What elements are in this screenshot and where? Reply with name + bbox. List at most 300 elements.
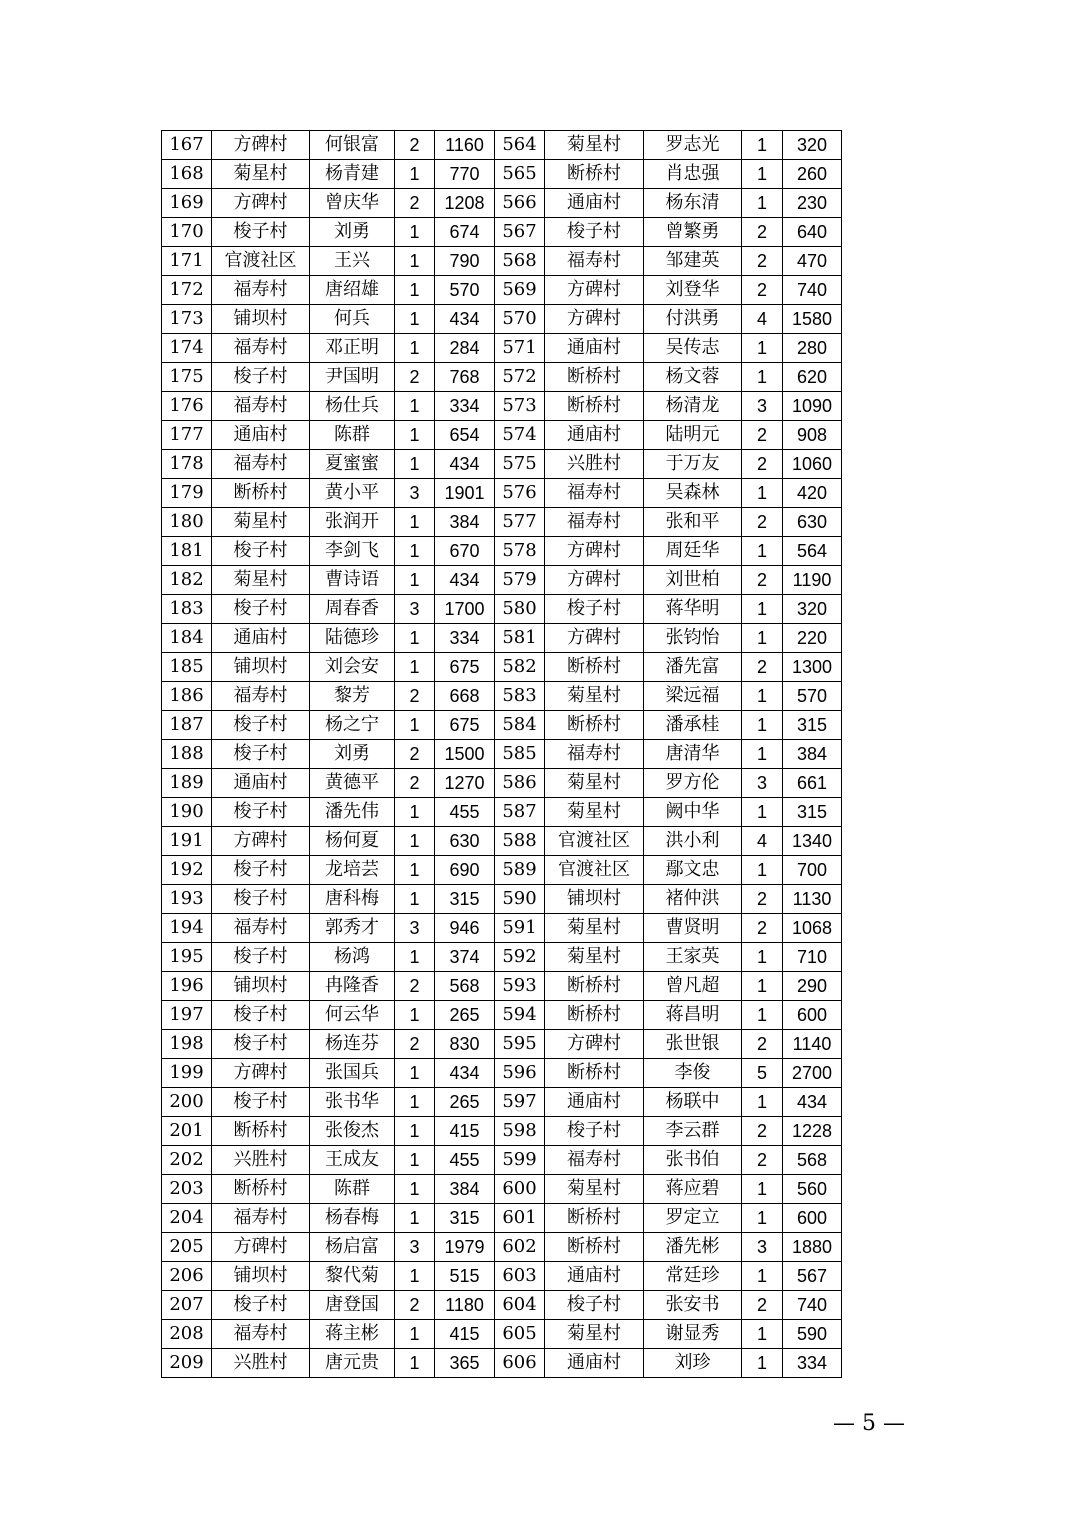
name-cell: 王兴 [310,247,395,276]
name-cell: 杨鸿 [310,943,395,972]
amount-cell: 560 [783,1175,842,1204]
amount-cell: 1340 [783,827,842,856]
serial-number-cell: 186 [162,682,212,711]
household-count-cell: 2 [742,1117,783,1146]
household-count-cell: 1 [395,1349,435,1378]
amount-cell: 600 [783,1204,842,1233]
name-cell: 谢显秀 [644,1320,742,1349]
table-row [162,769,842,798]
table-row [162,131,842,160]
serial-number-cell: 183 [162,595,212,624]
serial-number-cell: 587 [495,798,545,827]
name-cell: 鄢文忠 [644,856,742,885]
name-cell: 何兵 [310,305,395,334]
household-count-cell: 1 [395,943,435,972]
village-cell: 方碑村 [212,131,310,160]
serial-number-cell: 579 [495,566,545,595]
household-count-cell: 1 [742,798,783,827]
name-cell: 蒋主彬 [310,1320,395,1349]
household-count-cell: 1 [395,711,435,740]
amount-cell: 630 [783,508,842,537]
household-count-cell: 2 [742,218,783,247]
village-cell: 梭子村 [212,740,310,769]
amount-cell: 280 [783,334,842,363]
household-count-cell: 4 [742,305,783,334]
page-number: — 5 — [833,1411,905,1436]
name-cell: 吴传志 [644,334,742,363]
table-row [162,1175,842,1204]
amount-cell: 700 [783,856,842,885]
amount-cell: 384 [435,1175,495,1204]
table-row [162,711,842,740]
table-row [162,218,842,247]
amount-cell: 670 [435,537,495,566]
table-row [162,595,842,624]
amount-cell: 315 [435,1204,495,1233]
amount-cell: 1580 [783,305,842,334]
amount-cell: 690 [435,856,495,885]
amount-cell: 320 [783,595,842,624]
roster-body [162,131,842,1378]
table-row [162,798,842,827]
amount-cell: 284 [435,334,495,363]
amount-cell: 374 [435,943,495,972]
amount-cell: 434 [435,305,495,334]
amount-cell: 568 [435,972,495,1001]
household-count-cell: 1 [395,537,435,566]
household-count-cell: 1 [742,856,783,885]
name-cell: 潘承桂 [644,711,742,740]
serial-number-cell: 605 [495,1320,545,1349]
household-count-cell: 2 [742,885,783,914]
name-cell: 周春香 [310,595,395,624]
serial-number-cell: 599 [495,1146,545,1175]
serial-number-cell: 172 [162,276,212,305]
amount-cell: 434 [783,1088,842,1117]
name-cell: 杨春梅 [310,1204,395,1233]
amount-cell: 434 [435,450,495,479]
name-cell: 冉隆香 [310,972,395,1001]
name-cell: 曹诗语 [310,566,395,595]
name-cell: 唐科梅 [310,885,395,914]
name-cell: 张书伯 [644,1146,742,1175]
village-cell: 梭子村 [212,943,310,972]
name-cell: 杨东清 [644,189,742,218]
amount-cell: 290 [783,972,842,1001]
village-cell: 断桥村 [545,160,644,189]
amount-cell: 668 [435,682,495,711]
serial-number-cell: 585 [495,740,545,769]
serial-number-cell: 189 [162,769,212,798]
amount-cell: 455 [435,798,495,827]
table-row [162,1262,842,1291]
serial-number-cell: 184 [162,624,212,653]
serial-number-cell: 603 [495,1262,545,1291]
table-row [162,160,842,189]
serial-number-cell: 569 [495,276,545,305]
village-cell: 梭子村 [212,1291,310,1320]
table-row [162,740,842,769]
table-row [162,566,842,595]
village-cell: 断桥村 [545,392,644,421]
table-row [162,1146,842,1175]
name-cell: 李云群 [644,1117,742,1146]
amount-cell: 455 [435,1146,495,1175]
name-cell: 曾庆华 [310,189,395,218]
table-row [162,914,842,943]
village-cell: 梭子村 [545,1291,644,1320]
serial-number-cell: 169 [162,189,212,218]
serial-number-cell: 185 [162,653,212,682]
table-row [162,450,842,479]
village-cell: 福寿村 [212,914,310,943]
table-row [162,1059,842,1088]
serial-number-cell: 594 [495,1001,545,1030]
serial-number-cell: 195 [162,943,212,972]
amount-cell: 1090 [783,392,842,421]
household-count-cell: 3 [395,479,435,508]
name-cell: 邓正明 [310,334,395,363]
village-cell: 通庙村 [545,189,644,218]
village-cell: 福寿村 [212,682,310,711]
table-row [162,1233,842,1262]
amount-cell: 220 [783,624,842,653]
name-cell: 杨连芬 [310,1030,395,1059]
name-cell: 曹贤明 [644,914,742,943]
serial-number-cell: 583 [495,682,545,711]
household-count-cell: 2 [742,421,783,450]
amount-cell: 1060 [783,450,842,479]
village-cell: 福寿村 [545,479,644,508]
village-cell: 铺坝村 [212,305,310,334]
village-cell: 通庙村 [212,421,310,450]
name-cell: 蒋昌明 [644,1001,742,1030]
amount-cell: 620 [783,363,842,392]
amount-cell: 515 [435,1262,495,1291]
household-count-cell: 1 [395,1262,435,1291]
amount-cell: 675 [435,711,495,740]
amount-cell: 265 [435,1001,495,1030]
household-count-cell: 3 [395,914,435,943]
amount-cell: 1500 [435,740,495,769]
village-cell: 官渡社区 [545,827,644,856]
serial-number-cell: 595 [495,1030,545,1059]
amount-cell: 790 [435,247,495,276]
name-cell: 潘先伟 [310,798,395,827]
household-count-cell: 2 [395,769,435,798]
amount-cell: 384 [435,508,495,537]
household-count-cell: 2 [395,972,435,1001]
household-count-cell: 1 [395,798,435,827]
serial-number-cell: 566 [495,189,545,218]
serial-number-cell: 208 [162,1320,212,1349]
household-count-cell: 3 [742,1233,783,1262]
amount-cell: 1180 [435,1291,495,1320]
household-count-cell: 1 [395,1117,435,1146]
amount-cell: 434 [435,1059,495,1088]
household-count-cell: 1 [742,1349,783,1378]
household-count-cell: 2 [395,189,435,218]
household-count-cell: 1 [395,1088,435,1117]
serial-number-cell: 180 [162,508,212,537]
village-cell: 福寿村 [212,1320,310,1349]
serial-number-cell: 567 [495,218,545,247]
village-cell: 菊星村 [212,508,310,537]
amount-cell: 1228 [783,1117,842,1146]
table-row [162,1088,842,1117]
village-cell: 菊星村 [545,769,644,798]
table-row [162,827,842,856]
village-cell: 铺坝村 [212,1262,310,1291]
household-count-cell: 1 [742,479,783,508]
name-cell: 洪小利 [644,827,742,856]
household-count-cell: 1 [742,595,783,624]
serial-number-cell: 209 [162,1349,212,1378]
table-row [162,1320,842,1349]
household-count-cell: 1 [742,1262,783,1291]
serial-number-cell: 207 [162,1291,212,1320]
village-cell: 菊星村 [545,682,644,711]
household-count-cell: 2 [742,508,783,537]
name-cell: 于万友 [644,450,742,479]
serial-number-cell: 590 [495,885,545,914]
household-count-cell: 1 [395,247,435,276]
amount-cell: 315 [783,798,842,827]
household-count-cell: 1 [395,508,435,537]
name-cell: 张钧怡 [644,624,742,653]
amount-cell: 384 [783,740,842,769]
household-count-cell: 1 [742,334,783,363]
household-count-cell: 2 [742,1291,783,1320]
table-row [162,537,842,566]
amount-cell: 334 [435,392,495,421]
household-count-cell: 1 [742,711,783,740]
name-cell: 夏蜜蜜 [310,450,395,479]
household-count-cell: 2 [395,131,435,160]
table-row [162,682,842,711]
name-cell: 刘勇 [310,740,395,769]
village-cell: 断桥村 [545,711,644,740]
serial-number-cell: 171 [162,247,212,276]
household-count-cell: 1 [395,885,435,914]
name-cell: 曾凡超 [644,972,742,1001]
serial-number-cell: 206 [162,1262,212,1291]
serial-number-cell: 565 [495,160,545,189]
village-cell: 兴胜村 [212,1349,310,1378]
serial-number-cell: 601 [495,1204,545,1233]
village-cell: 通庙村 [545,1262,644,1291]
name-cell: 唐登国 [310,1291,395,1320]
household-count-cell: 1 [742,363,783,392]
name-cell: 蒋应碧 [644,1175,742,1204]
serial-number-cell: 584 [495,711,545,740]
name-cell: 吴森林 [644,479,742,508]
name-cell: 杨联中 [644,1088,742,1117]
household-count-cell: 1 [395,421,435,450]
village-cell: 通庙村 [545,1349,644,1378]
household-count-cell: 2 [742,450,783,479]
serial-number-cell: 596 [495,1059,545,1088]
village-cell: 断桥村 [545,363,644,392]
village-cell: 铺坝村 [212,653,310,682]
name-cell: 杨何夏 [310,827,395,856]
table-row [162,972,842,1001]
name-cell: 杨清龙 [644,392,742,421]
name-cell: 阙中华 [644,798,742,827]
amount-cell: 590 [783,1320,842,1349]
serial-number-cell: 198 [162,1030,212,1059]
household-count-cell: 2 [395,1030,435,1059]
village-cell: 福寿村 [545,1146,644,1175]
serial-number-cell: 573 [495,392,545,421]
serial-number-cell: 176 [162,392,212,421]
household-count-cell: 1 [395,1204,435,1233]
household-count-cell: 1 [395,856,435,885]
amount-cell: 570 [783,682,842,711]
household-count-cell: 2 [742,1146,783,1175]
village-cell: 梭子村 [212,363,310,392]
name-cell: 黄小平 [310,479,395,508]
name-cell: 潘先彬 [644,1233,742,1262]
village-cell: 断桥村 [545,1059,644,1088]
serial-number-cell: 173 [162,305,212,334]
amount-cell: 1880 [783,1233,842,1262]
amount-cell: 675 [435,653,495,682]
amount-cell: 420 [783,479,842,508]
serial-number-cell: 204 [162,1204,212,1233]
village-cell: 菊星村 [212,160,310,189]
household-count-cell: 1 [742,1320,783,1349]
amount-cell: 265 [435,1088,495,1117]
village-cell: 福寿村 [212,392,310,421]
name-cell: 杨仕兵 [310,392,395,421]
amount-cell: 640 [783,218,842,247]
village-cell: 方碑村 [545,537,644,566]
amount-cell: 661 [783,769,842,798]
name-cell: 付洪勇 [644,305,742,334]
serial-number-cell: 192 [162,856,212,885]
serial-number-cell: 179 [162,479,212,508]
name-cell: 陆德珍 [310,624,395,653]
household-count-cell: 3 [742,392,783,421]
household-count-cell: 3 [742,769,783,798]
table-row [162,363,842,392]
serial-number-cell: 580 [495,595,545,624]
household-count-cell: 1 [742,1175,783,1204]
name-cell: 刘珍 [644,1349,742,1378]
amount-cell: 946 [435,914,495,943]
serial-number-cell: 174 [162,334,212,363]
amount-cell: 570 [435,276,495,305]
serial-number-cell: 575 [495,450,545,479]
serial-number-cell: 200 [162,1088,212,1117]
serial-number-cell: 205 [162,1233,212,1262]
household-count-cell: 1 [395,1320,435,1349]
household-count-cell: 1 [742,1088,783,1117]
village-cell: 兴胜村 [545,450,644,479]
household-count-cell: 1 [742,537,783,566]
household-count-cell: 1 [395,653,435,682]
village-cell: 断桥村 [545,1204,644,1233]
amount-cell: 470 [783,247,842,276]
name-cell: 李俊 [644,1059,742,1088]
household-count-cell: 3 [395,595,435,624]
serial-number-cell: 564 [495,131,545,160]
amount-cell: 654 [435,421,495,450]
village-cell: 方碑村 [545,566,644,595]
amount-cell: 1979 [435,1233,495,1262]
serial-number-cell: 604 [495,1291,545,1320]
name-cell: 尹国明 [310,363,395,392]
amount-cell: 674 [435,218,495,247]
table-row [162,334,842,363]
name-cell: 陈群 [310,1175,395,1204]
amount-cell: 415 [435,1117,495,1146]
household-count-cell: 2 [742,566,783,595]
village-cell: 方碑村 [545,624,644,653]
serial-number-cell: 578 [495,537,545,566]
household-count-cell: 1 [742,740,783,769]
name-cell: 龙培芸 [310,856,395,885]
village-cell: 菊星村 [545,798,644,827]
table-row [162,479,842,508]
roster-table [161,130,842,1378]
household-count-cell: 1 [742,131,783,160]
village-cell: 通庙村 [545,421,644,450]
village-cell: 方碑村 [545,305,644,334]
serial-number-cell: 167 [162,131,212,160]
amount-cell: 1300 [783,653,842,682]
name-cell: 刘登华 [644,276,742,305]
amount-cell: 1208 [435,189,495,218]
name-cell: 周廷华 [644,537,742,566]
name-cell: 曾繁勇 [644,218,742,247]
amount-cell: 230 [783,189,842,218]
table-row [162,624,842,653]
amount-cell: 564 [783,537,842,566]
name-cell: 王成友 [310,1146,395,1175]
name-cell: 罗定立 [644,1204,742,1233]
serial-number-cell: 191 [162,827,212,856]
table-row [162,189,842,218]
village-cell: 方碑村 [545,1030,644,1059]
serial-number-cell: 591 [495,914,545,943]
amount-cell: 2700 [783,1059,842,1088]
household-count-cell: 1 [395,1146,435,1175]
name-cell: 张国兵 [310,1059,395,1088]
table-row [162,1030,842,1059]
serial-number-cell: 592 [495,943,545,972]
serial-number-cell: 586 [495,769,545,798]
village-cell: 福寿村 [212,450,310,479]
village-cell: 菊星村 [545,1175,644,1204]
village-cell: 通庙村 [212,624,310,653]
village-cell: 断桥村 [545,1001,644,1030]
village-cell: 梭子村 [212,798,310,827]
serial-number-cell: 570 [495,305,545,334]
serial-number-cell: 602 [495,1233,545,1262]
village-cell: 方碑村 [212,1059,310,1088]
serial-number-cell: 568 [495,247,545,276]
village-cell: 官渡社区 [545,856,644,885]
serial-number-cell: 589 [495,856,545,885]
village-cell: 菊星村 [545,943,644,972]
household-count-cell: 3 [395,1233,435,1262]
serial-number-cell: 571 [495,334,545,363]
village-cell: 通庙村 [545,1088,644,1117]
household-count-cell: 1 [742,189,783,218]
village-cell: 方碑村 [212,827,310,856]
